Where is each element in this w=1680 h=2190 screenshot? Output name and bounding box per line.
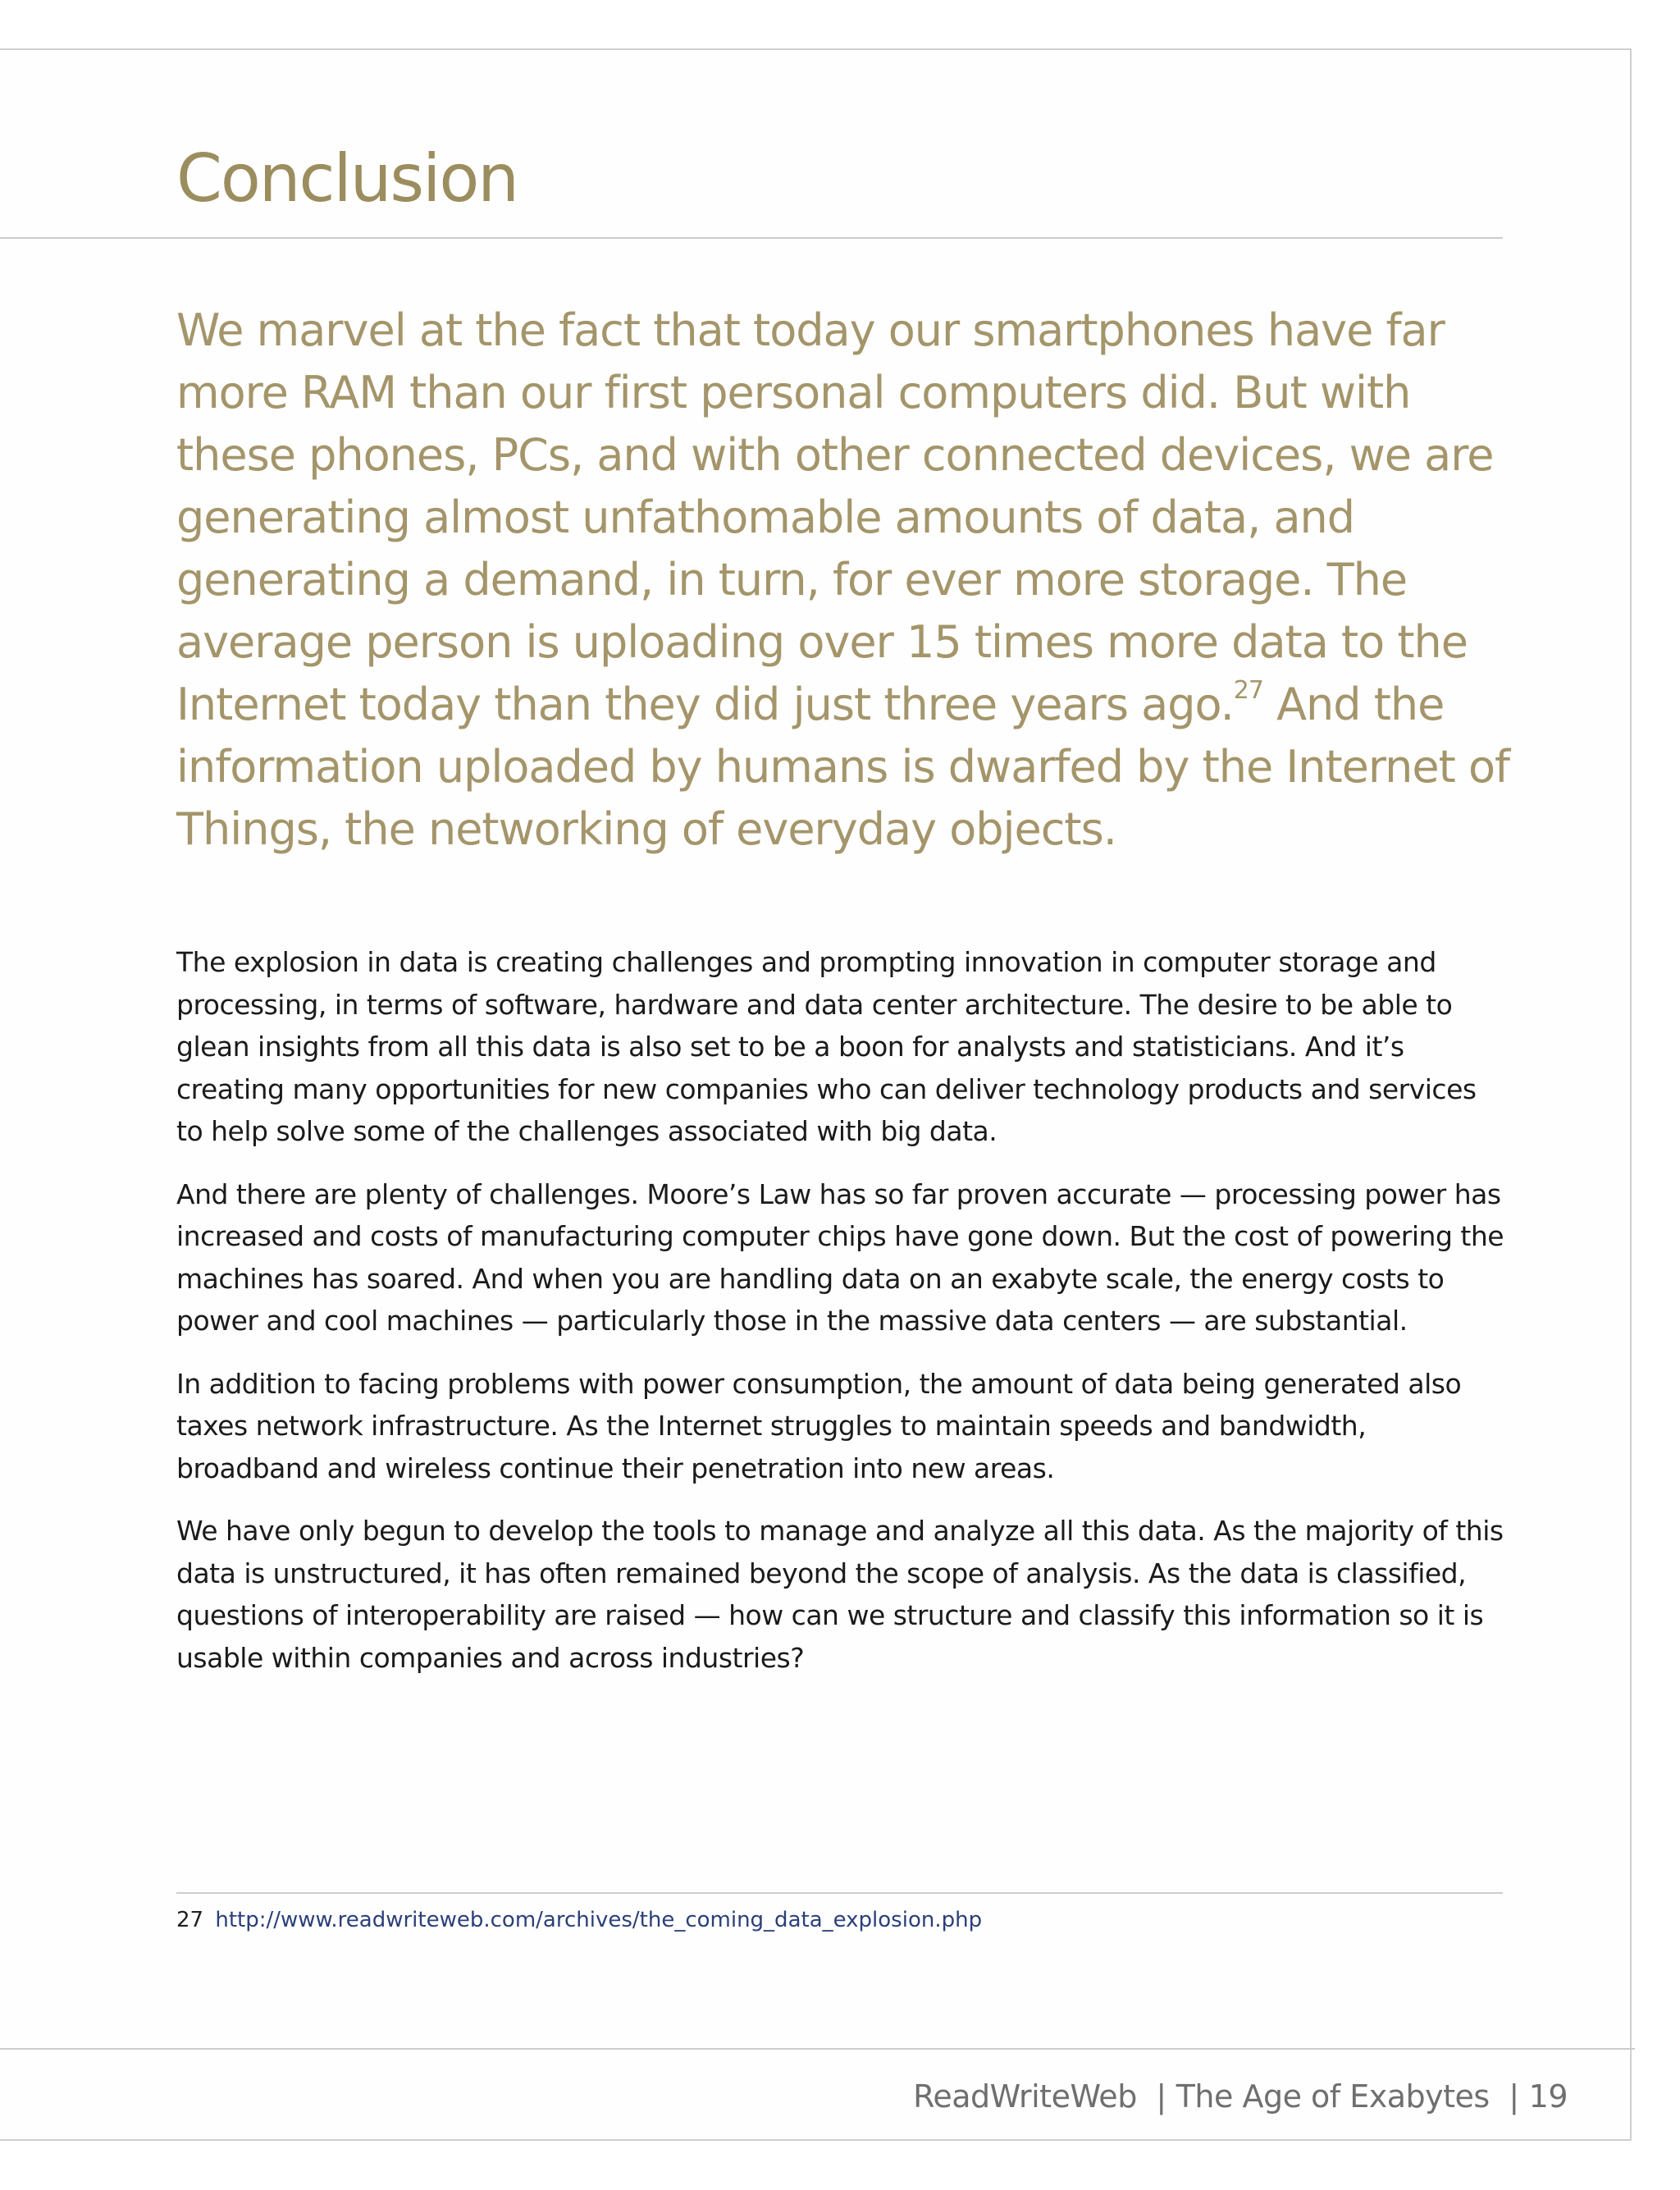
footer-report-title: The Age of Exabytes xyxy=(1176,2078,1490,2115)
footer-publisher: ReadWriteWeb xyxy=(913,2078,1137,2115)
footer-separator-2: | xyxy=(1509,2078,1519,2115)
footnote-number: 27 xyxy=(176,1908,204,1932)
footnote-link[interactable]: http://www.readwriteweb.com/archives/the_coming_data_explosion.php xyxy=(215,1908,983,1932)
page-footer xyxy=(913,2076,1568,2117)
body-paragraph-1: The explosion in data is creating challenges and prompting innovation in computer storage and processing, in terms of software, hardware and data center architecture. The desire to be able to glean insights from all this data is also set to be a boon for analysts and statisticians. And it’s creating many opportunities for new companies who can deliver technology products and services to help solve some of the challenges associated with big data. xyxy=(176,946,1477,1147)
title-divider xyxy=(0,237,1503,239)
intro-paragraph xyxy=(176,299,1513,861)
body-paragraph-3: In addition to facing problems with power consumption, the amount of data being generated also taxes network infrastructure. As the Internet struggles to maintain speeds and bandwidth, broadband and wireless continue their penetration into new areas. xyxy=(176,1367,1462,1484)
footnote-divider xyxy=(176,1892,1503,1894)
body-paragraph-4: We have only begun to develop the tools to manage and analyze all this data. As the majority of this data is unstructured, it has often remained beyond the scope of analysis. As the data is classified, questions of interoperability are raised — how can we structure and classify this information so it is usable within companies and across industries? xyxy=(176,1515,1504,1674)
body-paragraph-2: And there are plenty of challenges. Moore’s Law has so far proven accurate — processing power has increased and costs of manufacturing computer chips have gone down. But the cost of powering the machines has soared. And when you are handling data on an exabyte scale, the energy costs to power and cool machines — particularly those in the massive data centers — are substantial. xyxy=(176,1177,1504,1337)
footnote xyxy=(176,1904,982,1936)
footnote-ref[interactable]: 27 xyxy=(1233,676,1263,705)
intro-text-after-ref: And the information uploaded by humans is dwarfed by the Internet of Things, the networking of everyday objects. xyxy=(176,679,1509,855)
body-text xyxy=(176,941,1509,1699)
footer-separator: | xyxy=(1156,2078,1166,2115)
page-number: 19 xyxy=(1528,2078,1568,2115)
intro-text-before-ref: We marvel at the fact that today our smartphones have far more RAM than our first personal computers did. But with these phones, PCs, and with other connected devices, we are generating almost unfathomable amounts of data, and generating a demand, in turn, for ever more storage. The average person is uploading over 15 times more data to the Internet today than they did just three years ago. xyxy=(176,304,1494,730)
page-title: Conclusion xyxy=(176,140,518,217)
footer-divider xyxy=(0,2048,1635,2050)
